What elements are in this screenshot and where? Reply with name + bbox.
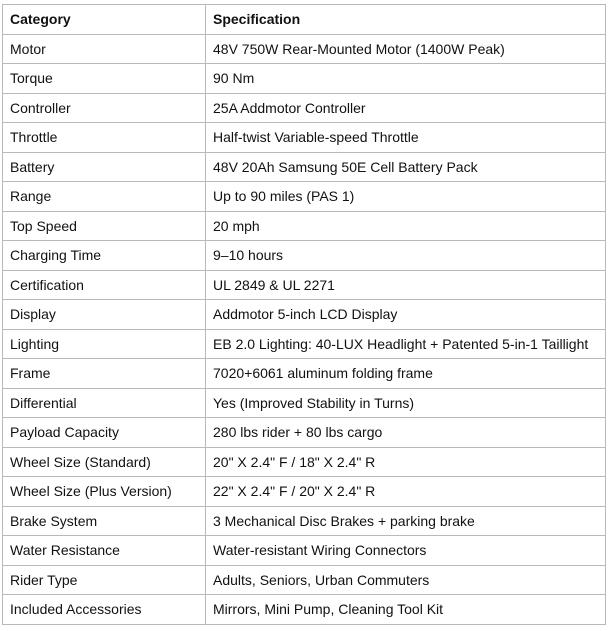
- specification-cell: EB 2.0 Lighting: 40-LUX Headlight + Patented 5-in-1 Taillight: [206, 329, 606, 359]
- table-row: [3, 152, 606, 182]
- category-cell: Controller: [3, 93, 206, 123]
- specification-cell: 22" X 2.4" F / 20" X 2.4" R: [206, 477, 606, 507]
- category-cell: Differential: [3, 388, 206, 418]
- category-cell: Display: [3, 300, 206, 330]
- specification-cell: Water-resistant Wiring Connectors: [206, 536, 606, 566]
- specification-cell: 20 mph: [206, 211, 606, 241]
- category-cell: Range: [3, 182, 206, 212]
- specification-cell: 7020+6061 aluminum folding frame: [206, 359, 606, 389]
- specification-cell: 90 Nm: [206, 64, 606, 94]
- table-row: [3, 123, 606, 153]
- specification-cell: Mirrors, Mini Pump, Cleaning Tool Kit: [206, 595, 606, 625]
- table-row: [3, 595, 606, 625]
- category-cell: Wheel Size (Plus Version): [3, 477, 206, 507]
- table-row: [3, 211, 606, 241]
- table-row: [3, 565, 606, 595]
- table-row: [3, 418, 606, 448]
- category-cell: Payload Capacity: [3, 418, 206, 448]
- specification-cell: Addmotor 5-inch LCD Display: [206, 300, 606, 330]
- header-row: [3, 5, 606, 35]
- category-cell: Lighting: [3, 329, 206, 359]
- category-cell: Throttle: [3, 123, 206, 153]
- table-row: [3, 34, 606, 64]
- specification-cell: 25A Addmotor Controller: [206, 93, 606, 123]
- table-row: [3, 300, 606, 330]
- category-cell: Torque: [3, 64, 206, 94]
- category-column-header: Category: [3, 5, 206, 35]
- specification-cell: 280 lbs rider + 80 lbs cargo: [206, 418, 606, 448]
- specification-cell: Yes (Improved Stability in Turns): [206, 388, 606, 418]
- category-cell: Charging Time: [3, 241, 206, 271]
- category-cell: Motor: [3, 34, 206, 64]
- specification-cell: 9–10 hours: [206, 241, 606, 271]
- category-cell: Wheel Size (Standard): [3, 447, 206, 477]
- specification-cell: 48V 20Ah Samsung 50E Cell Battery Pack: [206, 152, 606, 182]
- category-cell: Rider Type: [3, 565, 206, 595]
- table-row: [3, 477, 606, 507]
- table-row: [3, 388, 606, 418]
- table-row: [3, 93, 606, 123]
- table-row: [3, 64, 606, 94]
- category-cell: Battery: [3, 152, 206, 182]
- category-cell: Water Resistance: [3, 536, 206, 566]
- specification-cell: 20" X 2.4" F / 18" X 2.4" R: [206, 447, 606, 477]
- table-row: [3, 182, 606, 212]
- category-cell: Certification: [3, 270, 206, 300]
- table-row: [3, 506, 606, 536]
- table-row: [3, 329, 606, 359]
- specification-table: [2, 4, 606, 625]
- table-row: [3, 447, 606, 477]
- specification-cell: Half-twist Variable-speed Throttle: [206, 123, 606, 153]
- specification-column-header: Specification: [206, 5, 606, 35]
- specification-cell: UL 2849 & UL 2271: [206, 270, 606, 300]
- specification-cell: Adults, Seniors, Urban Commuters: [206, 565, 606, 595]
- category-cell: Brake System: [3, 506, 206, 536]
- category-cell: Frame: [3, 359, 206, 389]
- specification-cell: 48V 750W Rear-Mounted Motor (1400W Peak): [206, 34, 606, 64]
- specification-cell: 3 Mechanical Disc Brakes + parking brake: [206, 506, 606, 536]
- table-row: [3, 241, 606, 271]
- table-row: [3, 359, 606, 389]
- specification-cell: Up to 90 miles (PAS 1): [206, 182, 606, 212]
- table-row: [3, 536, 606, 566]
- table-row: [3, 270, 606, 300]
- category-cell: Included Accessories: [3, 595, 206, 625]
- category-cell: Top Speed: [3, 211, 206, 241]
